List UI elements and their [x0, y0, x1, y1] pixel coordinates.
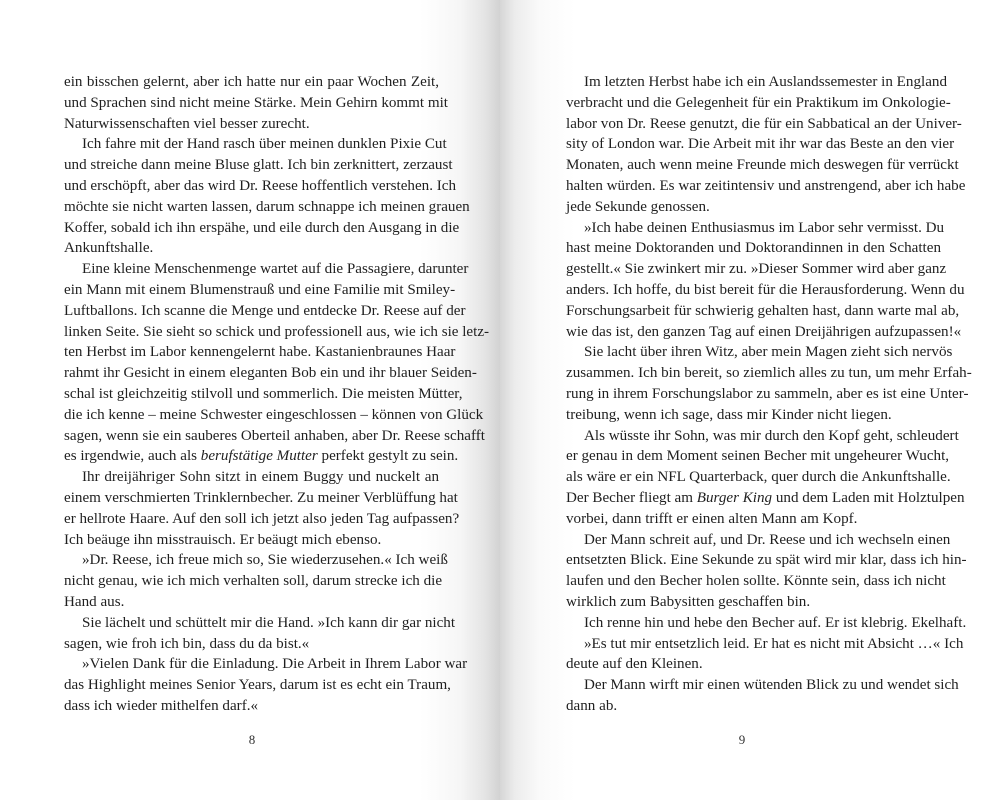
italic-text: Burger King — [696, 489, 773, 506]
page-number-right: 9 — [738, 732, 746, 747]
text-line: deute auf den Kleinen. — [566, 656, 703, 673]
text-line: Naturwissenschaften viel besser zurecht. — [64, 115, 310, 132]
text-line: das Highlight meines Senior Years, darum ist es echt ein Traum, — [64, 677, 451, 694]
text-line: Ich renne hin und hebe den Becher auf. Er ist klebrig. Ekelhaft. — [584, 614, 967, 631]
text-line: labor von Dr. Reese genutzt, die für ein Sabbatical an der Univer- — [566, 115, 962, 132]
text-line: Ihr dreijähriger Sohn sitzt in einem Buggy und nuckelt an — [82, 469, 439, 486]
text-line: ein bisschen gelernt, aber ich hatte nur ein paar Wochen Zeit, — [64, 74, 439, 90]
right-page-text — [566, 72, 972, 717]
text-line: Ankunftshalle. — [64, 240, 154, 257]
text-fragment: Der Becher fliegt am — [566, 489, 697, 506]
text-line: zusammen. Ich bin bereit, so ziemlich alles zu tun, um mehr Erfah- — [566, 365, 972, 382]
text-line: gestellt.« Sie zwinkert mir zu. »Dieser Sommer wird aber ganz — [566, 261, 947, 278]
text-line: Luftballons. Ich scanne die Menge und entdecke Dr. Reese auf der — [64, 302, 466, 319]
text-line: »Ich habe deinen Enthusiasmus im Labor sehr vermisst. Du — [584, 219, 945, 236]
text-line: und erschöpft, aber das wird Dr. Reese hoffentlich verstehen. Ich — [64, 177, 457, 194]
text-line: wie das ist, den ganzen Tag auf einen Dreijährigen aufzupassen!« — [566, 323, 962, 340]
text-line: nicht genau, wie ich mich verhalten soll, darum strecke ich die — [64, 573, 443, 590]
text-line: entsetzten Blick. Eine Sekunde zu spät wird mir klar, dass ich hin- — [566, 552, 967, 569]
page-number-left: 8 — [248, 732, 256, 747]
text-line: dann ab. — [566, 697, 618, 714]
text-line: Sie lacht über ihren Witz, aber mein Magen zieht sich nervös — [584, 344, 953, 361]
text-line: jede Sekunde genossen. — [566, 198, 710, 215]
text-line: Der Mann schreit auf, und Dr. Reese und ich wechseln einen — [584, 531, 951, 548]
text-fragment: perfekt gestylt zu sein. — [317, 448, 459, 465]
italic-text: berufstätige Mutter — [200, 448, 318, 465]
text-line: vorbei, dann trifft er einen alten Mann am Kopf. — [566, 510, 858, 527]
text-fragment: es irgendwie, auch als — [64, 448, 201, 465]
text-line: Ich beäuge ihn misstrauisch. Er beäugt mich ebenso. — [64, 531, 382, 548]
text-line: laufen und den Becher holen sollte. Könnte sein, dass ich nicht — [566, 573, 946, 590]
text-fragment: und dem Laden mit Holztulpen — [772, 489, 965, 506]
text-line: sagen, wenn sie ein sauberes Oberteil anhaben, aber Dr. Reese schafft — [64, 427, 485, 444]
text-line: die ich kenne – meine Schwester eingeschlossen – können von Glück — [64, 406, 484, 423]
text-line: sagen, wie froh ich bin, dass du da bist.« — [64, 635, 310, 652]
text-line: dass ich wieder mithelfen darf.« — [64, 697, 259, 714]
text-line: er hellrote Haare. Auf den soll ich jetzt also jeden Tag aufpassen? — [64, 510, 460, 527]
text-line: er genau in dem Moment seinen Becher mit ungeheurer Wucht, — [566, 448, 950, 465]
right-page — [500, 0, 1000, 800]
text-line: Eine kleine Menschenmenge wartet auf die Passagiere, darunter — [82, 261, 469, 278]
text-line: »Vielen Dank für die Einladung. Die Arbeit in Ihrem Labor war — [82, 656, 468, 673]
text-line: Im letzten Herbst habe ich ein Auslandssemester in England — [584, 74, 947, 90]
text-line: verbracht und die Gelegenheit für ein Praktikum im Onkologie- — [566, 94, 951, 111]
text-line: und streiche dann meine Bluse glatt. Ich bin zerknittert, zerzaust — [64, 157, 453, 174]
text-line: Der Mann wirft mir einen wütenden Blick zu und wendet sich — [584, 677, 959, 694]
text-line: einem verschmierten Trinklernbecher. Zu meiner Verblüffung hat — [64, 489, 458, 506]
text-line: rahmt ihr Gesicht in einem eleganten Bob ein und ihr blauer Seiden- — [64, 365, 477, 382]
text-line: »Es tut mir entsetzlich leid. Er hat es nicht mit Absicht …« Ich — [584, 635, 964, 652]
text-line: Als wüsste ihr Sohn, was mir durch den Kopf geht, schleudert — [584, 427, 959, 444]
text-line: rung in ihrem Forschungslabor zu sammeln, aber es ist eine Unter- — [566, 385, 969, 402]
text-line: ten Herbst im Labor kennengelernt habe. Kastanienbraunes Haar — [64, 344, 456, 361]
text-line: als wäre er ein NFL Quarterback, quer durch die Ankunftshalle. — [566, 469, 951, 486]
text-line: Sie lächelt und schüttelt mir die Hand. »Ich kann dir gar nicht — [82, 614, 456, 631]
text-line: linken Seite. Sie sieht so schick und professionell aus, wie ich sie letz- — [64, 323, 490, 340]
left-page-text — [64, 72, 490, 717]
text-line: halten würden. Es war zeitintensiv und anstrengend, aber ich habe — [566, 177, 966, 194]
text-line: hast meine Doktoranden und Doktorandinnen in den Schatten — [566, 240, 941, 257]
text-line: sity of London war. Die Arbeit mit ihr war das Beste an den vier — [566, 136, 955, 153]
text-line: Forschungsarbeit für schwierig gehalten hast, dann warte mal ab, — [566, 302, 960, 319]
text-line: Ich fahre mit der Hand rasch über meinen dunklen Pixie Cut — [82, 136, 447, 153]
text-line: Koffer, sobald ich ihn erspähe, und eile durch den Ausgang in die — [64, 219, 460, 236]
text-line: wirklich zum Babysitten geschaffen bin. — [566, 593, 811, 610]
text-line: treibung, wenn ich sage, dass mir Kinder nicht liegen. — [566, 406, 892, 423]
text-line: Hand aus. — [64, 593, 125, 610]
text-line: anders. Ich hoffe, du bist bereit für die Herausforderung. Wenn du — [566, 281, 965, 298]
text-line — [566, 488, 965, 509]
text-line — [64, 446, 459, 467]
text-line: und Sprachen sind nicht meine Stärke. Mein Gehirn kommt mit — [64, 94, 448, 111]
text-line: schal ist gleichzeitig stilvoll und sommerlich. Die meisten Mütter, — [64, 385, 463, 402]
text-line: Monaten, auch wenn meine Freunde mich deswegen für verrückt — [566, 157, 959, 174]
text-line: »Dr. Reese, ich freue mich so, Sie wiederzusehen.« Ich weiß — [82, 552, 448, 569]
text-line: möchte sie nicht warten lassen, darum schnappe ich meinen grauen — [64, 198, 470, 215]
text-line: ein Mann mit einem Blumenstrauß und eine Familie mit Smiley- — [64, 281, 456, 298]
